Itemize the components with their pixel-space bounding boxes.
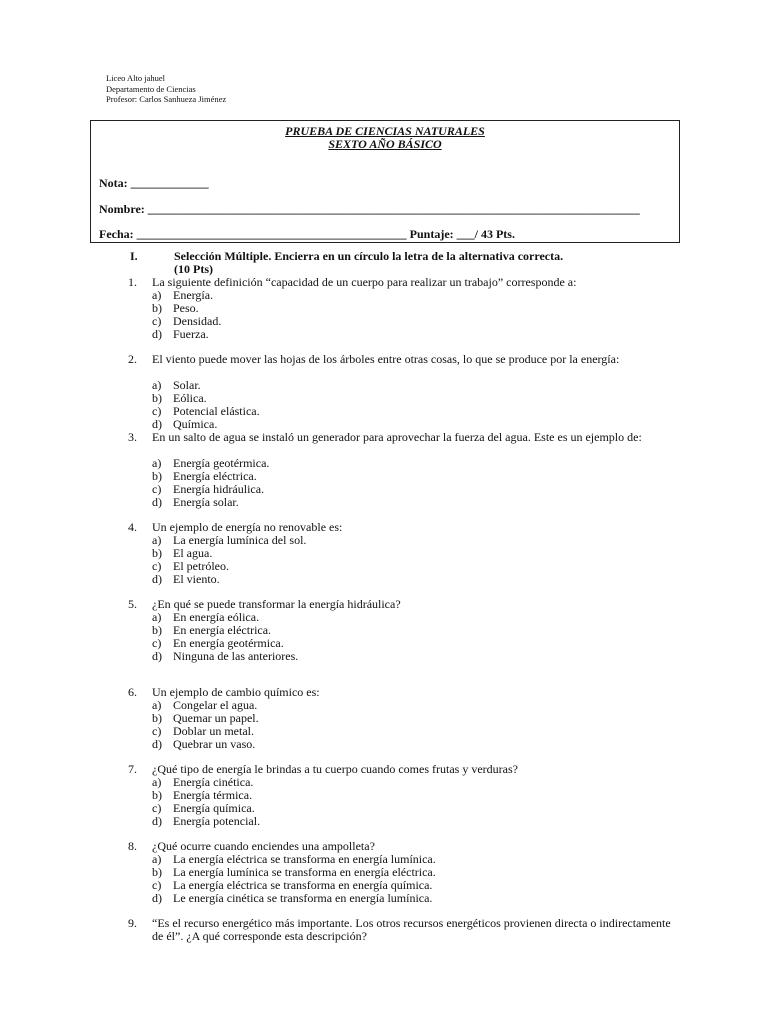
question-text: Un ejemplo de energía no renovable es: (152, 520, 343, 534)
option-b[interactable]: b) El agua. (152, 546, 213, 560)
question-text: La siguiente definición “capacidad de un cuerpo para realizar un trabajo” corresponde a: (152, 275, 577, 289)
option-d[interactable]: d) El viento. (152, 572, 220, 586)
option-c[interactable]: c) Potencial elástica. (152, 404, 260, 418)
department-name: Departamento de Ciencias (106, 83, 196, 94)
school-name: Liceo Alto jahuel (106, 73, 166, 83)
question-number: 6. (128, 685, 137, 699)
grade-field[interactable]: Nota: _____________ (99, 176, 209, 190)
teacher-name: Profesor: Carlos Sanhueza Jiménez (106, 94, 227, 104)
question-number: 1. (128, 275, 137, 289)
option-d[interactable]: d) Le energía cinética se transforma en energía lumínica. (152, 891, 433, 905)
question-text: Un ejemplo de cambio químico es: (152, 685, 320, 699)
option-c[interactable]: c) En energía geotérmica. (152, 636, 284, 650)
option-c[interactable]: c) Densidad. (152, 314, 222, 328)
question-text: ¿En qué se puede transformar la energía hidráulica? (152, 597, 401, 611)
option-c[interactable]: c) Doblar un metal. (152, 724, 254, 738)
option-d[interactable]: d) Fuerza. (152, 327, 209, 341)
option-a[interactable]: a) La energía eléctrica se transforma en energía lumínica. (152, 852, 436, 866)
date-score-field[interactable]: Fecha: _____________________________________________ Puntaje: ___/ 43 Pts. (99, 227, 515, 241)
option-a[interactable]: a) Congelar el agua. (152, 698, 258, 712)
option-b[interactable]: b) Energía eléctrica. (152, 469, 257, 483)
question-text: ¿Qué tipo de energía le brindas a tu cuerpo cuando comes frutas y verduras? (152, 762, 518, 776)
option-d[interactable]: d) Energía solar. (152, 495, 239, 509)
section-instructions: Selección Múltiple. Encierra en un círculo la letra de la alternativa correcta. (174, 249, 564, 263)
option-b[interactable]: b) Eólica. (152, 391, 207, 405)
option-c[interactable]: c) Energía química. (152, 801, 255, 815)
option-b[interactable]: b) Quemar un papel. (152, 711, 259, 725)
question-text: En un salto de agua se instaló un generador para aprovechar la fuerza del agua. Este es un ejemplo de: (152, 430, 642, 444)
question-number: 8. (128, 839, 137, 853)
option-a[interactable]: a) Solar. (152, 378, 201, 392)
name-field[interactable]: Nombre: __________________________________________________________________________________ (99, 202, 640, 216)
section-points: (10 Pts) (174, 262, 213, 276)
test-header-box (90, 120, 680, 243)
school-header (106, 73, 226, 105)
option-a[interactable]: a) La energía lumínica del sol. (152, 533, 307, 547)
question-number: 2. (128, 352, 137, 366)
option-d[interactable]: d) Ninguna de las anteriores. (152, 649, 299, 663)
section-number: I. (130, 249, 138, 263)
test-subtitle: SEXTO AÑO BÁSICO (328, 137, 442, 151)
question-text: El viento puede mover las hojas de los árboles entre otras cosas, lo que se produce por la energía: (152, 352, 620, 366)
option-a[interactable]: a) Energía. (152, 288, 214, 302)
option-c[interactable]: c) El petróleo. (152, 559, 229, 573)
option-d[interactable]: d) Quebrar un vaso. (152, 737, 256, 751)
question-number: 5. (128, 597, 137, 611)
question-text: “Es el recurso energético más importante. Los otros recursos energéticos provienen directa o indirectamente de él”. ¿A qué corresponde esta descripción? (152, 916, 671, 943)
option-d[interactable]: d) Energía potencial. (152, 814, 261, 828)
question-number: 3. (128, 430, 137, 444)
question-text: ¿Qué ocurre cuando enciendes una ampolleta? (152, 839, 375, 853)
question-number: 9. (128, 916, 137, 930)
option-b[interactable]: b) Peso. (152, 301, 199, 315)
option-d[interactable]: d) Química. (152, 417, 218, 431)
option-c[interactable]: c) Energía hidráulica. (152, 482, 265, 496)
option-a[interactable]: a) Energía cinética. (152, 775, 254, 789)
option-b[interactable]: b) En energía eléctrica. (152, 623, 272, 637)
option-b[interactable]: b) Energía térmica. (152, 788, 253, 802)
option-c[interactable]: c) La energía eléctrica se transforma en energía química. (152, 878, 433, 892)
question-number: 4. (128, 520, 137, 534)
option-a[interactable]: a) Energía geotérmica. (152, 456, 270, 470)
option-b[interactable]: b) La energía lumínica se transforma en energía eléctrica. (152, 865, 436, 879)
question-number: 7. (128, 762, 137, 776)
option-a[interactable]: a) En energía eólica. (152, 610, 260, 624)
test-title: PRUEBA DE CIENCIAS NATURALES (285, 124, 485, 138)
